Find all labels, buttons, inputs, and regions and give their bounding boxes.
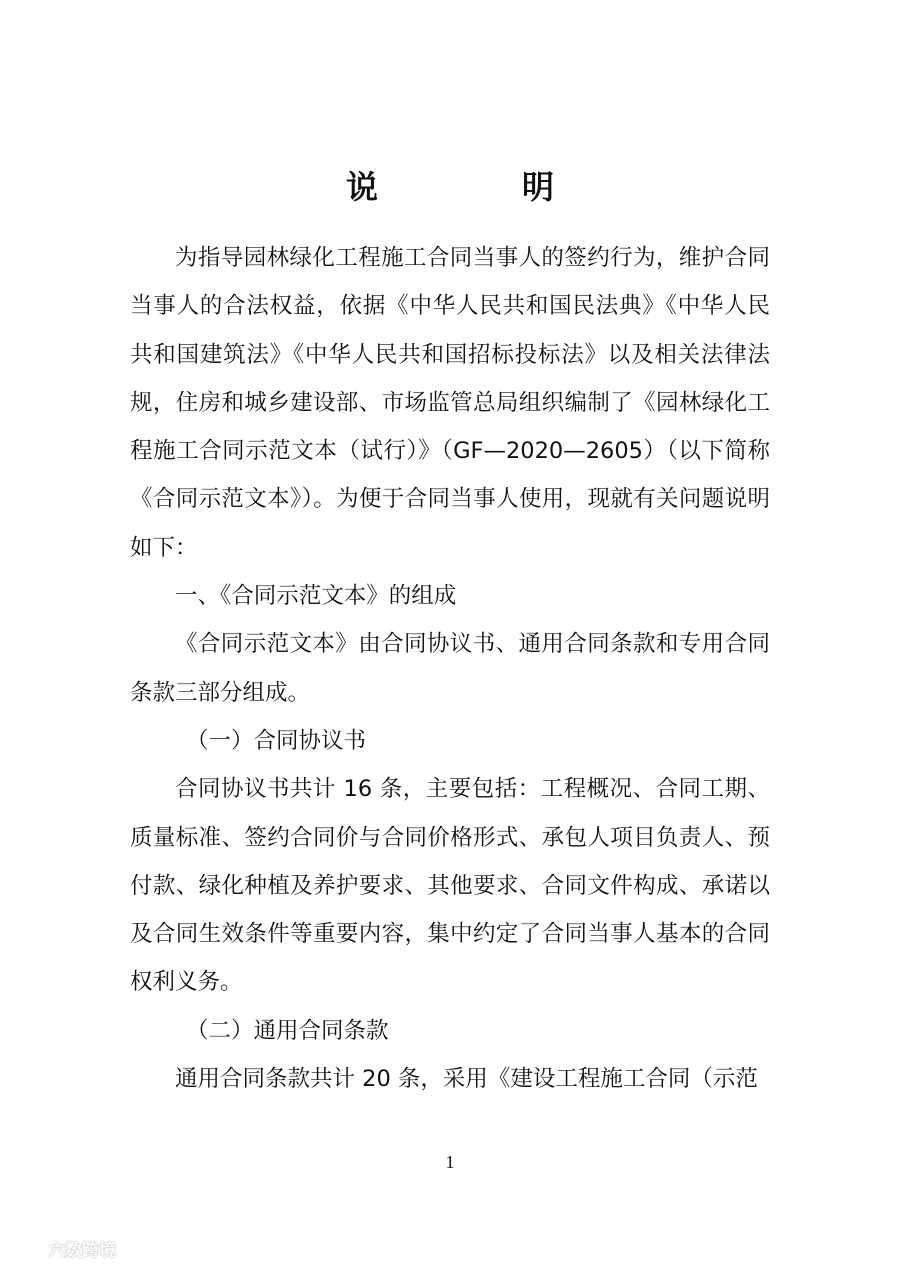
page-number: 1 xyxy=(445,1152,455,1172)
subsection-heading-general-terms: （二）通用合同条款 xyxy=(186,1017,389,1044)
page-title: 说 明 xyxy=(345,168,610,206)
subsection-heading-agreement: （一）合同协议书 xyxy=(186,727,367,754)
intro-paragraph: 为指导园林绿化工程施工合同当事人的签约行为，维护合同当事人的合法权益，依据《中华人民共和国民法典》《中华人民共和国建筑法》《中华人民共和国招标投标法》以及相关法律法规，住房和城乡建设部、市场监管总局组织编制了《园林绿化工程施工合同示范文本（试行）》（GF—2020—2605）（以下简称《合同示范文本》）。为便于合同当事人使用，现就有关问题说明如下： xyxy=(130,245,770,561)
watermark-text: 六数跨境 xyxy=(48,1241,116,1261)
watermark xyxy=(8,1236,116,1261)
section-heading-composition: 一、《合同示范文本》的组成 xyxy=(175,583,457,610)
agreement-paragraph: 合同协议书共计 16 条，主要包括：工程概况、合同工期、质量标准、签约合同价与合同价格形式、承包人项目负责人、预付款、绿化种植及养护要求、其他要求、合同文件构成、承诺以及合同生效条件等重要内容，集中约定了合同当事人基本的合同权利义务。 xyxy=(130,776,770,996)
general-terms-paragraph: 通用合同条款共计 20 条，采用《建设工程施工合同（示范 xyxy=(175,1066,758,1093)
composition-paragraph: 《合同示范文本》由合同协议书、通用合同条款和专用合同条款三部分组成。 xyxy=(130,631,770,706)
brand-logo-icon xyxy=(8,1239,42,1259)
document-body xyxy=(130,234,770,1103)
